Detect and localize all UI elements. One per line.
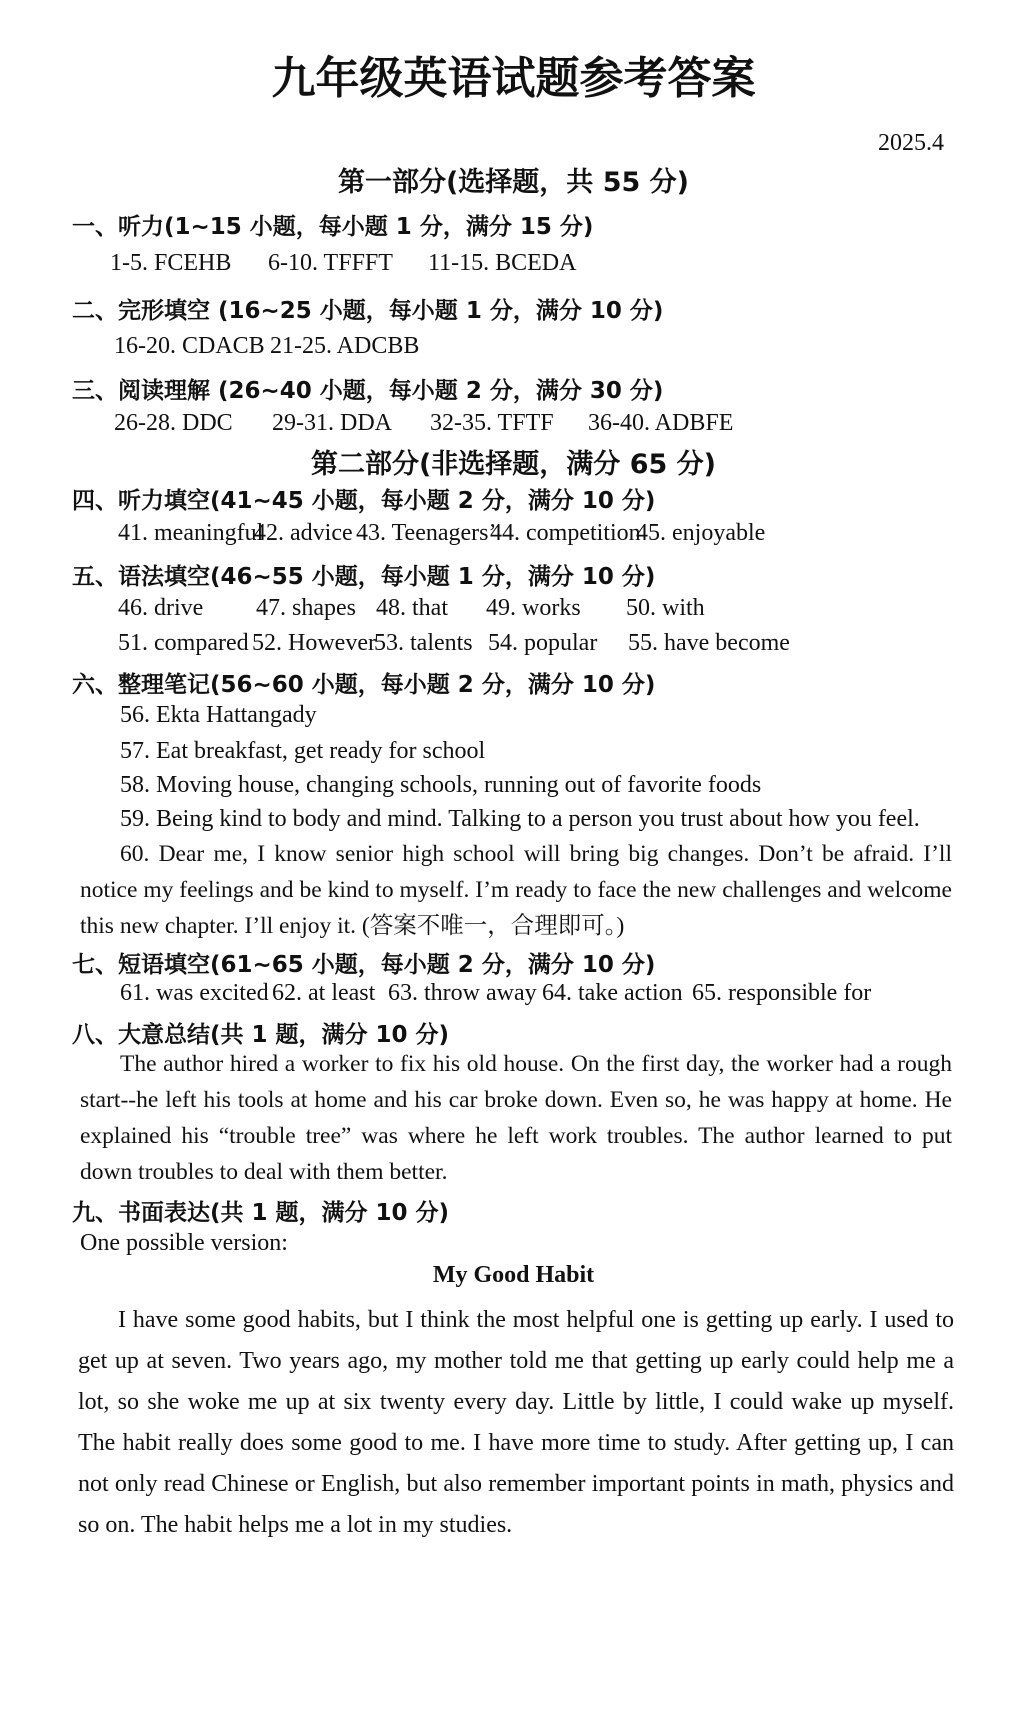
part2-heading: 第二部分(非选择题，满分 65 分): [310, 449, 717, 480]
essay: [78, 1300, 954, 1546]
essay-title: My Good Habit: [432, 1262, 595, 1288]
answer-item: 55. have become: [628, 630, 790, 656]
essay-text: I have some good habits, but I think the most helpful one is getting up early. I used to get up at seven. Two years ago, my mother told me that getting up early could help me a lot, so she woke me up at six twenty every day. Little by little, I could wake up myself. The habit really does some good to me. I have more time to study. After getting up, I can not only read Chinese or English, but also remember important points in math, physics and so on. The habit helps me a lot in my studies.: [78, 1307, 954, 1538]
answer-item: 48. that: [376, 595, 448, 621]
section-reading-heading: 三、阅读理解 (26~40 小题，每小题 2 分，满分 30 分): [72, 378, 664, 404]
summary-answer: [80, 1046, 952, 1190]
answer-item: 45. enjoyable: [636, 520, 766, 546]
answer-group: 21-25. ADCBB: [270, 333, 420, 359]
section-writing-heading: 九、书面表达(共 1 题，满分 10 分): [72, 1200, 450, 1226]
answer-item: 47. shapes: [256, 595, 356, 621]
answer-item: 42. advice: [254, 520, 353, 546]
part1-heading: 第一部分(选择题，共 55 分): [337, 167, 690, 198]
answer-item: 65. responsible for: [692, 980, 872, 1006]
answer-group: 32-35. TFTF: [430, 410, 554, 436]
section-summary-heading: 八、大意总结(共 1 题，满分 10 分): [72, 1022, 450, 1048]
answer-group: 1-5. FCEHB: [110, 250, 232, 276]
answer-item: 43. Teenagers’: [356, 520, 497, 546]
note-answer: 59. Being kind to body and mind. Talking to a person you trust about how you feel.: [120, 806, 920, 832]
note-answer: 56. Ekta Hattangady: [120, 702, 317, 728]
note-answer: 58. Moving house, changing schools, running out of favorite foods: [120, 772, 762, 798]
section-grammar-heading: 五、语法填空(46~55 小题，每小题 1 分，满分 10 分): [72, 564, 656, 590]
answer-item: 61. was excited: [120, 980, 269, 1006]
answer-item: 54. popular: [488, 630, 598, 656]
answer-group: 29-31. DDA: [272, 410, 392, 436]
section-listening-heading: 一、听力(1~15 小题，每小题 1 分，满分 15 分): [72, 214, 594, 240]
answer-item: 44. competition: [490, 520, 641, 546]
note-answer: 57. Eat breakfast, get ready for school: [120, 738, 486, 764]
summary-text: The author hired a worker to fix his old house. On the first day, the worker had a rough start--he left his tools at home and his car broke down. Even so, he was happy at home. He explained his “trouble tree” was where he left work troubles. The author learned to put down troubles to deal with them better.: [80, 1051, 952, 1185]
answer-item: 53. talents: [374, 630, 473, 656]
version-label: One possible version:: [80, 1230, 288, 1256]
answer-item: 62. at least: [272, 980, 376, 1006]
answer-item: 63. throw away: [388, 980, 537, 1006]
answer-item: 41. meaningful: [118, 520, 264, 546]
answer-group: 11-15. BCEDA: [428, 250, 577, 276]
section-notes-heading: 六、整理笔记(56~60 小题，每小题 2 分，满分 10 分): [72, 672, 656, 698]
answer-item: 51. compared: [118, 630, 249, 656]
section-cloze-heading: 二、完形填空 (16~25 小题，每小题 1 分，满分 10 分): [72, 298, 664, 324]
section-listening-fill-heading: 四、听力填空(41~45 小题，每小题 2 分，满分 10 分): [72, 488, 656, 514]
answer-item: 52. However: [252, 630, 376, 656]
page-title: 九年级英语试题参考答案: [271, 53, 756, 104]
answer-item: 64. take action: [542, 980, 683, 1006]
note-answer-60: [80, 836, 952, 944]
answer-item: 46. drive: [118, 595, 204, 621]
answer-group: 26-28. DDC: [114, 410, 233, 436]
answer-group: 16-20. CDACB: [114, 333, 265, 359]
section-phrases-heading: 七、短语填空(61~65 小题，每小题 2 分，满分 10 分): [72, 952, 656, 978]
answer-group: 36-40. ADBFE: [588, 410, 734, 436]
exam-date: 2025.4: [878, 130, 944, 156]
note-answer-60-text: 60. Dear me, I know senior high school will bring big changes. Don’t be afraid. I’ll notice my feelings and be kind to myself. I’m ready to face the new challenges and welcome this new chapter. I’ll enjoy it. (答案不唯一，合理即可。): [80, 841, 952, 939]
answer-group: 6-10. TFFFT: [268, 250, 393, 276]
answer-item: 49. works: [486, 595, 581, 621]
answer-item: 50. with: [626, 595, 705, 621]
